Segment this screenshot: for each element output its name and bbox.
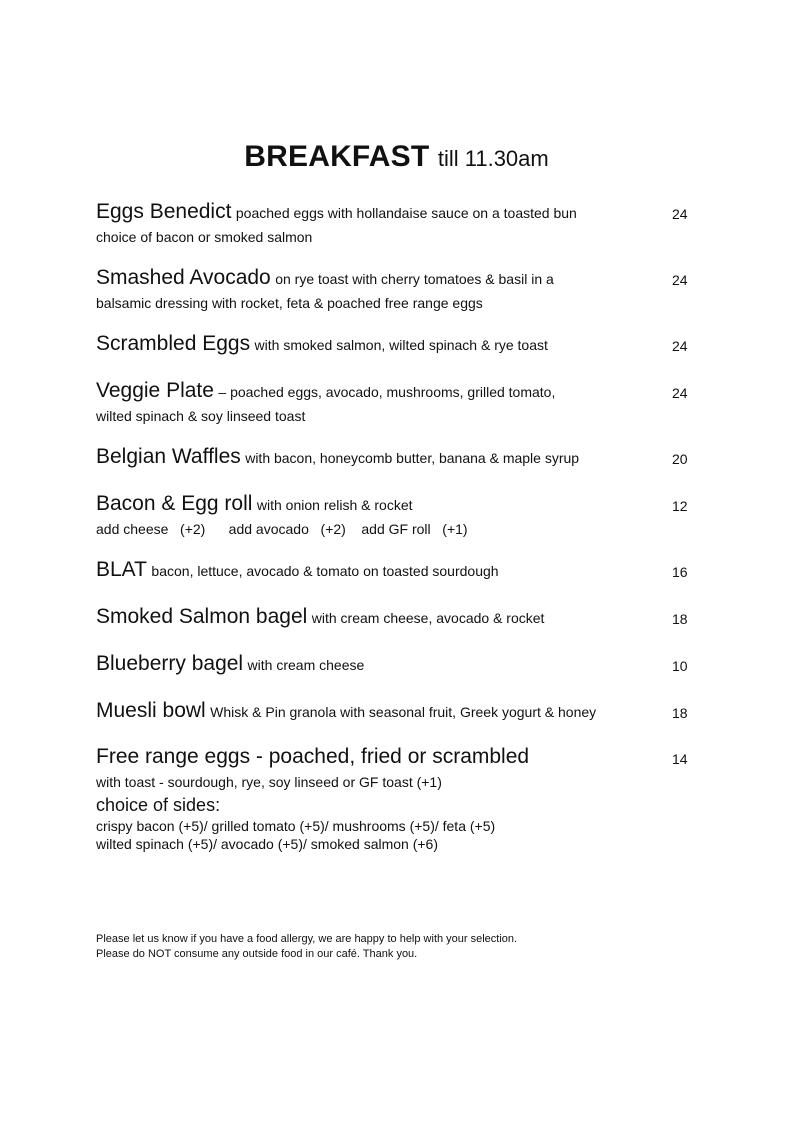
item-name: Belgian Waffles [96, 445, 241, 468]
menu-item-muesli-bowl [96, 699, 696, 727]
item-note: with toast - sourdough, rye, soy linseed or GF toast (+1) [96, 774, 442, 790]
menu-item-blat [96, 558, 696, 586]
item-name: Smashed Avocado [96, 266, 271, 289]
item-price: 14 [672, 751, 688, 767]
item-price: 16 [672, 564, 688, 580]
item-desc: with cream cheese [247, 657, 365, 673]
item-note: balsamic dressing with rocket, feta & poached free range eggs [96, 295, 483, 311]
item-name: Scrambled Eggs [96, 332, 251, 355]
item-price: 24 [672, 206, 688, 222]
item-price: 24 [672, 338, 688, 354]
menu-item-bacon-egg-roll [96, 492, 696, 538]
item-desc: poached eggs with hollandaise sauce on a toasted bun [235, 205, 577, 221]
allergy-notice: Please let us know if you have a food allergy, we are happy to help with your selection. [96, 933, 518, 945]
sides-title: choice of sides: [96, 795, 221, 815]
item-price: 18 [672, 705, 688, 721]
menu-item-veggie-plate [96, 379, 696, 425]
title-main: BREAKFAST [244, 140, 430, 173]
menu-item-belgian-waffles [96, 445, 696, 473]
item-name: Bacon & Egg roll [96, 492, 253, 515]
item-desc: Whisk & Pin granola with seasonal fruit, Greek yogurt & honey [210, 704, 597, 720]
outside-food-notice: Please do NOT consume any outside food in our café. Thank you. [96, 948, 418, 960]
item-price: 10 [672, 658, 688, 674]
sides-line-2: wilted spinach (+5)/ avocado (+5)/ smoked salmon (+6) [96, 836, 438, 852]
footer-notice [96, 932, 517, 962]
menu-item-blueberry-bagel [96, 652, 696, 680]
item-note: choice of bacon or smoked salmon [96, 229, 313, 245]
item-name: Muesli bowl [96, 699, 206, 722]
item-desc: with cream cheese, avocado & rocket [311, 610, 545, 626]
item-desc: with bacon, honeycomb butter, banana & maple syrup [245, 450, 580, 466]
menu-item-scrambled-eggs [96, 332, 696, 360]
menu-title [0, 140, 793, 174]
sides-line-1: crispy bacon (+5)/ grilled tomato (+5)/ mushrooms (+5)/ feta (+5) [96, 818, 496, 834]
item-name: BLAT [96, 558, 147, 581]
menu-item-smashed-avocado [96, 266, 696, 312]
item-price: 24 [672, 385, 688, 401]
item-note: wilted spinach & soy linseed toast [96, 408, 306, 424]
item-name: Eggs Benedict [96, 200, 232, 223]
menu-item-free-range-eggs [96, 745, 696, 853]
item-desc: with onion relish & rocket [256, 497, 413, 513]
item-addons: add cheese (+2) add avocado (+2) add GF roll (+1) [96, 521, 468, 537]
item-price: 12 [672, 498, 688, 514]
item-desc: with smoked salmon, wilted spinach & rye toast [254, 337, 548, 353]
menu-item-smoked-salmon-bagel [96, 605, 696, 633]
item-price: 24 [672, 272, 688, 288]
menu-item-eggs-benedict [96, 200, 696, 246]
title-subtitle: till 11.30am [437, 146, 549, 171]
item-name: Smoked Salmon bagel [96, 605, 308, 628]
item-name: Free range eggs - poached, fried or scrambled [96, 745, 530, 768]
item-desc: on rye toast with cherry tomatoes & basil in a [275, 271, 554, 287]
item-price: 18 [672, 611, 688, 627]
item-desc: – poached eggs, avocado, mushrooms, grilled tomato, [218, 384, 556, 400]
item-name: Blueberry bagel [96, 652, 244, 675]
item-desc: bacon, lettuce, avocado & tomato on toasted sourdough [151, 563, 499, 579]
item-price: 20 [672, 451, 688, 467]
item-name: Veggie Plate [96, 379, 214, 402]
